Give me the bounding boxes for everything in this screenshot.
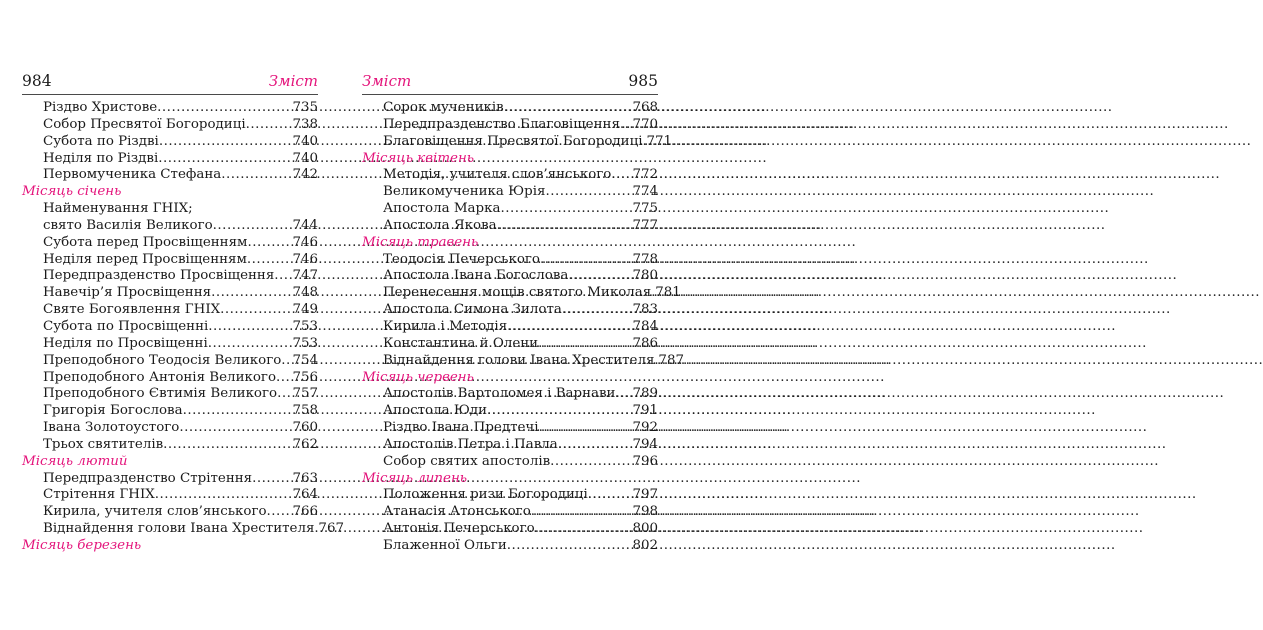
toc-entry-title: Різдво Христове bbox=[43, 100, 158, 115]
toc-entry bbox=[22, 420, 318, 437]
toc-entry-page: 792 bbox=[632, 420, 658, 436]
dot-leader bbox=[507, 319, 632, 336]
toc-entry-title: Теодосія Печерського bbox=[383, 251, 540, 267]
toc-entry bbox=[22, 319, 318, 336]
dot-leader bbox=[220, 302, 292, 319]
toc-entry-title: Сорок мучеників bbox=[383, 100, 504, 115]
month-heading: Місяць липень bbox=[362, 470, 468, 486]
toc-entry-title: Преподобного Теодосія Великого bbox=[43, 352, 282, 368]
toc-entry bbox=[362, 252, 658, 269]
toc-entry-title: Кирила і Методія bbox=[383, 318, 508, 334]
toc-entry bbox=[362, 538, 658, 555]
toc-entry-title: Благовіщення Пресвятої Богородиці bbox=[383, 133, 643, 149]
toc-entry-page: 780 bbox=[632, 268, 658, 284]
toc-entry-title: Навечір’я Просвіщення bbox=[43, 285, 212, 301]
toc-entry-page: 784 bbox=[632, 318, 658, 334]
toc-entry bbox=[22, 285, 318, 302]
toc-entry-page: 771 bbox=[646, 133, 673, 149]
right-page bbox=[362, 72, 684, 555]
dot-leader bbox=[620, 117, 633, 134]
right-page-number: 985 bbox=[628, 72, 658, 90]
toc-entry bbox=[362, 133, 673, 151]
right-header-rule bbox=[362, 94, 658, 95]
toc-entry bbox=[362, 218, 658, 235]
toc-entry-title: Великомученика Юрія bbox=[383, 184, 546, 200]
dot-leader bbox=[539, 420, 633, 437]
toc-entry-page: 747 bbox=[292, 268, 318, 284]
toc-entry bbox=[362, 302, 658, 319]
dot-leader bbox=[183, 403, 293, 420]
toc-entry-title: Найменування ГНІХ; bbox=[43, 201, 193, 217]
toc-entry bbox=[362, 184, 658, 201]
month-heading: Місяць лютий bbox=[22, 453, 128, 469]
toc-entry bbox=[22, 268, 318, 285]
dot-leader bbox=[157, 100, 292, 117]
toc-entry-title: Григорія Богослова bbox=[43, 403, 183, 419]
dot-leader bbox=[588, 487, 633, 504]
dot-leader bbox=[252, 471, 292, 488]
toc-entry bbox=[22, 151, 318, 168]
toc-entry bbox=[22, 403, 318, 420]
toc-entry bbox=[362, 167, 658, 184]
toc-entry-page: 774 bbox=[632, 184, 658, 200]
toc-entry bbox=[362, 352, 684, 370]
toc-entry-page: 764 bbox=[292, 487, 318, 503]
toc-entry-page: 768 bbox=[632, 100, 658, 115]
toc-entry-title: Преподобного Євтимія Великого bbox=[43, 386, 278, 402]
toc-entry-page: 746 bbox=[292, 251, 318, 267]
toc-entry-title: Святе Богоявлення ГНІХ bbox=[43, 302, 221, 318]
toc-entry bbox=[362, 437, 658, 454]
toc-entry-title: Антонія Печерського bbox=[383, 521, 535, 537]
dot-leader bbox=[208, 319, 292, 336]
toc-entry-title: Неділя по Просвіщенні bbox=[43, 335, 208, 351]
toc-entry bbox=[22, 302, 318, 319]
toc-entry bbox=[22, 437, 318, 454]
toc-entry bbox=[22, 504, 318, 521]
dot-leader bbox=[155, 487, 293, 504]
dot-leader bbox=[163, 437, 292, 454]
toc-entry-title: Івана Золотоустого bbox=[43, 420, 180, 436]
toc-entry-page: 786 bbox=[632, 335, 658, 351]
dot-leader bbox=[545, 184, 632, 201]
dot-leader bbox=[568, 268, 632, 285]
toc-entry-title: Константина й Олени bbox=[383, 335, 539, 351]
toc-entry bbox=[362, 504, 658, 521]
dot-leader bbox=[221, 167, 292, 184]
dot-leader bbox=[213, 218, 293, 235]
toc-entry-title: Преподобного Антонія Великого bbox=[43, 369, 277, 385]
dot-leader bbox=[507, 538, 633, 555]
toc-entry-page: 789 bbox=[632, 386, 658, 402]
toc-entry-title: свято Василія Великого bbox=[43, 217, 213, 233]
dot-leader bbox=[497, 218, 633, 235]
toc-entry bbox=[22, 134, 318, 151]
dot-leader bbox=[611, 167, 632, 184]
toc-entry bbox=[22, 370, 318, 387]
toc-entry bbox=[362, 100, 658, 117]
toc-entry bbox=[22, 218, 318, 235]
toc-entry bbox=[22, 386, 318, 403]
toc-entry-page: 791 bbox=[632, 403, 658, 419]
toc-entry bbox=[362, 403, 658, 420]
dot-leader bbox=[179, 420, 292, 437]
toc-entry-page: 744 bbox=[292, 217, 318, 233]
toc-entry-title: Стрітення ГНІХ bbox=[43, 487, 155, 503]
toc-entry-title: Передпразденство Стрітення bbox=[43, 470, 253, 486]
left-page-number: 984 bbox=[22, 72, 52, 90]
toc-entry bbox=[362, 117, 658, 134]
toc-entry-page: 777 bbox=[632, 217, 658, 233]
dot-leader bbox=[158, 151, 292, 168]
left-header-title: Зміст bbox=[268, 72, 318, 90]
right-toc-list bbox=[362, 100, 684, 555]
toc-entry-page: 756 bbox=[292, 369, 318, 385]
left-toc-list bbox=[22, 100, 344, 555]
left-page bbox=[22, 72, 344, 555]
toc-entry-page: 770 bbox=[632, 116, 658, 132]
toc-entry-title: Апостола Якова bbox=[383, 217, 497, 233]
toc-entry bbox=[22, 252, 318, 269]
month-heading: Місяць травень bbox=[362, 234, 479, 250]
toc-entry-title: Апостола Симона Зилота bbox=[383, 302, 562, 318]
toc-entry bbox=[362, 487, 658, 504]
toc-entry-page: 772 bbox=[632, 167, 658, 183]
toc-entry bbox=[22, 167, 318, 184]
toc-entry-page: 778 bbox=[632, 251, 658, 267]
toc-entry-title: Передпразденство Просвіщення bbox=[43, 268, 275, 284]
toc-entry-title: Апостола Юди bbox=[383, 403, 487, 419]
toc-entry-title: Апостолів Вартоломея і Варнави bbox=[383, 386, 616, 402]
toc-entry-page: 757 bbox=[292, 386, 318, 402]
toc-entry-title: Передпразденство Благовіщення bbox=[383, 116, 620, 132]
toc-entry-page: 797 bbox=[632, 487, 658, 503]
toc-entry-page: 760 bbox=[292, 420, 318, 436]
toc-entry-title: Атанасія Атонського bbox=[383, 504, 531, 520]
toc-entry bbox=[22, 487, 318, 504]
dot-leader bbox=[615, 386, 632, 403]
toc-entry-page: 738 bbox=[292, 116, 318, 132]
right-header-title: Зміст bbox=[362, 72, 412, 90]
month-heading: Місяць квітень bbox=[362, 150, 475, 166]
toc-entry-title: Блаженної Ольги bbox=[383, 537, 507, 553]
toc-entry-page: 749 bbox=[292, 302, 318, 318]
dot-leader bbox=[531, 504, 633, 521]
dot-leader bbox=[281, 353, 292, 370]
toc-entry-title: Апостола Івана Богослова bbox=[383, 268, 569, 284]
toc-entry-page: 740 bbox=[292, 133, 318, 149]
toc-entry-page: 787 bbox=[658, 352, 684, 368]
toc-entry bbox=[362, 285, 681, 302]
left-header-rule bbox=[22, 94, 318, 95]
toc-entry bbox=[362, 319, 658, 336]
month-heading: Місяць червень bbox=[362, 369, 474, 385]
toc-entry-page: 763 bbox=[292, 470, 318, 486]
dot-leader bbox=[211, 285, 292, 302]
toc-entry bbox=[22, 471, 318, 488]
dot-leader bbox=[267, 504, 293, 521]
toc-entry bbox=[362, 336, 658, 353]
toc-entry bbox=[362, 201, 658, 218]
toc-entry-title: Апостола Марка bbox=[383, 201, 501, 217]
toc-entry-page: 748 bbox=[292, 285, 318, 301]
dot-leader bbox=[247, 252, 293, 269]
toc-entry bbox=[22, 100, 318, 117]
toc-entry bbox=[22, 521, 344, 538]
toc-entry-title: Методія, учителя слов’янського bbox=[383, 167, 612, 183]
dot-leader bbox=[274, 268, 292, 285]
dot-leader bbox=[538, 336, 632, 353]
dot-leader bbox=[487, 403, 632, 420]
toc-entry-page: 794 bbox=[632, 436, 658, 452]
toc-entry-title: Кирила, учителя слов’янського bbox=[43, 504, 267, 520]
toc-entry-title: Неділя по Різдві bbox=[43, 150, 159, 166]
toc-entry-title: Трьох святителів bbox=[43, 436, 164, 452]
month-heading: Місяць січень bbox=[22, 184, 122, 200]
toc-entry-page: 796 bbox=[632, 453, 658, 469]
right-page-header bbox=[362, 72, 658, 94]
toc-entry-page: 775 bbox=[632, 201, 658, 217]
toc-entry-page: 800 bbox=[632, 521, 658, 537]
left-page-header bbox=[22, 72, 318, 94]
dot-leader bbox=[535, 521, 633, 538]
toc-entry bbox=[362, 386, 658, 403]
toc-entry-page: 740 bbox=[292, 150, 318, 166]
toc-entry-page: 753 bbox=[292, 318, 318, 334]
toc-entry-page: 783 bbox=[632, 302, 658, 318]
toc-entry-title: Неділя перед Просвіщенням bbox=[43, 251, 247, 267]
toc-entry bbox=[22, 353, 318, 370]
toc-entry bbox=[362, 420, 658, 437]
toc-entry-page: 767 bbox=[318, 521, 344, 537]
toc-entry bbox=[362, 521, 658, 538]
toc-entry-title: Субота по Просвіщенні bbox=[43, 318, 209, 334]
toc-entry-title: Різдво Івана Предтечі bbox=[383, 420, 539, 436]
dot-leader bbox=[504, 100, 633, 117]
toc-entry-title: Апостолів Петра і Павла bbox=[383, 436, 558, 452]
dot-leader bbox=[276, 370, 292, 387]
toc-entry-page: 735 bbox=[292, 100, 318, 115]
toc-entry-page: 753 bbox=[292, 335, 318, 351]
toc-entry-title: Субота по Різдві bbox=[43, 133, 159, 149]
toc-entry-title: Віднайдення голови Івана Хрестителя bbox=[43, 521, 315, 537]
toc-entry-title: Положення ризи Богородиці bbox=[383, 487, 588, 503]
toc-entry-title: Перенесення мощів святого Миколая bbox=[383, 285, 652, 301]
toc-entry-page: 754 bbox=[292, 352, 318, 368]
toc-entry bbox=[22, 235, 318, 252]
toc-entry-page: 758 bbox=[292, 403, 318, 419]
dot-leader bbox=[208, 336, 293, 353]
toc-entry bbox=[22, 117, 318, 134]
toc-entry bbox=[362, 454, 658, 471]
dot-leader bbox=[277, 386, 292, 403]
month-heading: Місяць березень bbox=[22, 537, 142, 553]
toc-entry-page: 766 bbox=[292, 504, 318, 520]
dot-leader bbox=[558, 437, 633, 454]
dot-leader bbox=[540, 252, 632, 269]
toc-entry bbox=[22, 336, 318, 353]
dot-leader bbox=[500, 201, 632, 218]
toc-entry-page: 746 bbox=[292, 234, 318, 250]
toc-entry-page: 762 bbox=[292, 436, 318, 452]
toc-entry-title: Собор Пресвятої Богородиці bbox=[43, 116, 246, 132]
toc-entry bbox=[362, 268, 658, 285]
dot-leader bbox=[550, 454, 632, 471]
toc-entry-title: Первомученика Стефана bbox=[43, 167, 222, 183]
toc-entry-title: Субота перед Просвіщенням bbox=[43, 234, 248, 250]
dot-leader bbox=[562, 302, 633, 319]
dot-leader bbox=[247, 235, 292, 252]
toc-entry-title: Віднайдення голови Івана Хрестителя bbox=[383, 352, 655, 368]
toc-entry-page: 802 bbox=[632, 537, 658, 553]
dot-leader bbox=[159, 134, 293, 151]
toc-entry-page: 781 bbox=[655, 285, 681, 301]
toc-entry-title: Собор святих апостолів bbox=[383, 453, 551, 469]
dot-leader bbox=[246, 117, 293, 134]
toc-entry-page: 742 bbox=[292, 167, 318, 183]
toc-entry-page: 798 bbox=[632, 504, 658, 520]
